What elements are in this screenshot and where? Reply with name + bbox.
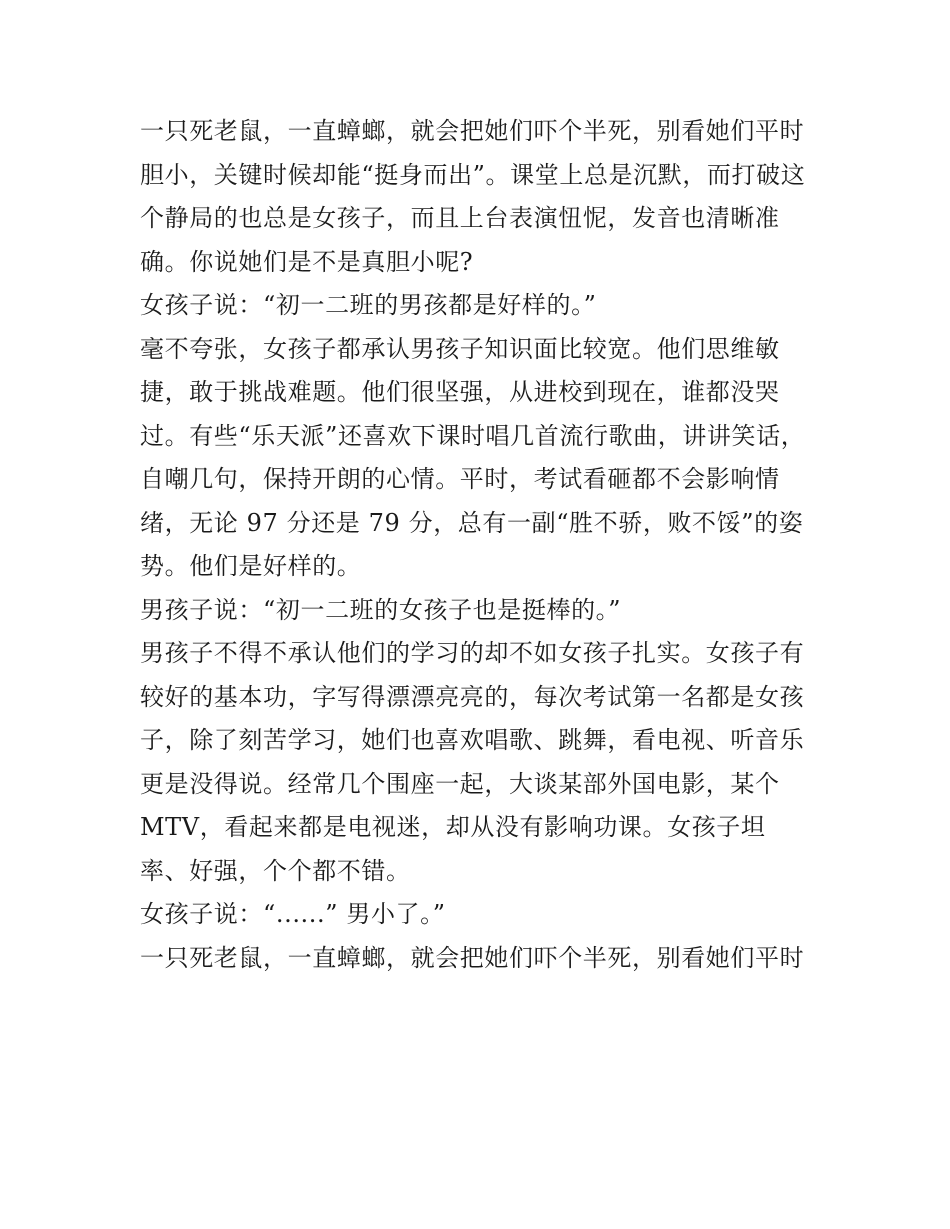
text-line: 女孩子说：“初一二班的男孩都是好样的。” bbox=[140, 291, 597, 319]
text-line: 更是没得说。经常几个围座一起，大谈某部外国电影，某个 bbox=[140, 769, 780, 798]
text-line: 一只死老鼠，一直蟑螂，就会把她们吓个半死，别看她们平时 bbox=[140, 117, 805, 145]
text-line: 个静局的也总是女孩子，而且上台表演忸怩，发音也清晰准 bbox=[140, 204, 780, 232]
text-line: 确。你说她们是不是真胆小呢? bbox=[140, 247, 474, 276]
text-line: 男孩子不得不承认他们的学习的却不如女孩子扎实。女孩子有 bbox=[140, 639, 805, 667]
text-line: 胆小，关键时候却能“挺身而出”。课堂上总是沉默，而打破这 bbox=[140, 160, 806, 189]
text-line: 毫不夸张，女孩子都承认男孩子知识面比较宽。他们思维敏 bbox=[140, 334, 780, 363]
text-line: 过。有些“乐天派”还喜欢下课时唱几首流行歌曲，讲讲笑话， bbox=[140, 421, 806, 450]
text-line: 绪，无论 97 分还是 79 分，总有一副“胜不骄，败不馁”的姿 bbox=[140, 508, 804, 537]
text-line: 捷，敢于挑战难题。他们很坚强，从进校到现在，谁都没哭 bbox=[140, 378, 780, 406]
text-line: 自嘲几句，保持开朗的心情。平时，考试看砸都不会影响情 bbox=[140, 465, 780, 493]
text-line: 较好的基本功，字写得漂漂亮亮的，每次考试第一名都是女孩 bbox=[140, 682, 805, 711]
text-line: 势。他们是好样的。 bbox=[140, 552, 362, 580]
text-line: 子，除了刻苦学习，她们也喜欢唱歌、跳舞，看电视、听音乐 bbox=[140, 726, 805, 754]
text-line: MTV，看起来都是电视迷，却从没有影响功课。女孩子坦 bbox=[140, 813, 766, 841]
text-line: 率、好强，个个都不错。 bbox=[140, 856, 411, 885]
text-line: 一只死老鼠，一直蟑螂，就会把她们吓个半死，别看她们平时 bbox=[140, 943, 805, 972]
text-line: 男孩子说：“初一二班的女孩子也是挺棒的。” bbox=[140, 595, 622, 624]
text-line: 女孩子说：“......” 男小了。” bbox=[140, 900, 446, 928]
body-text bbox=[140, 110, 820, 980]
